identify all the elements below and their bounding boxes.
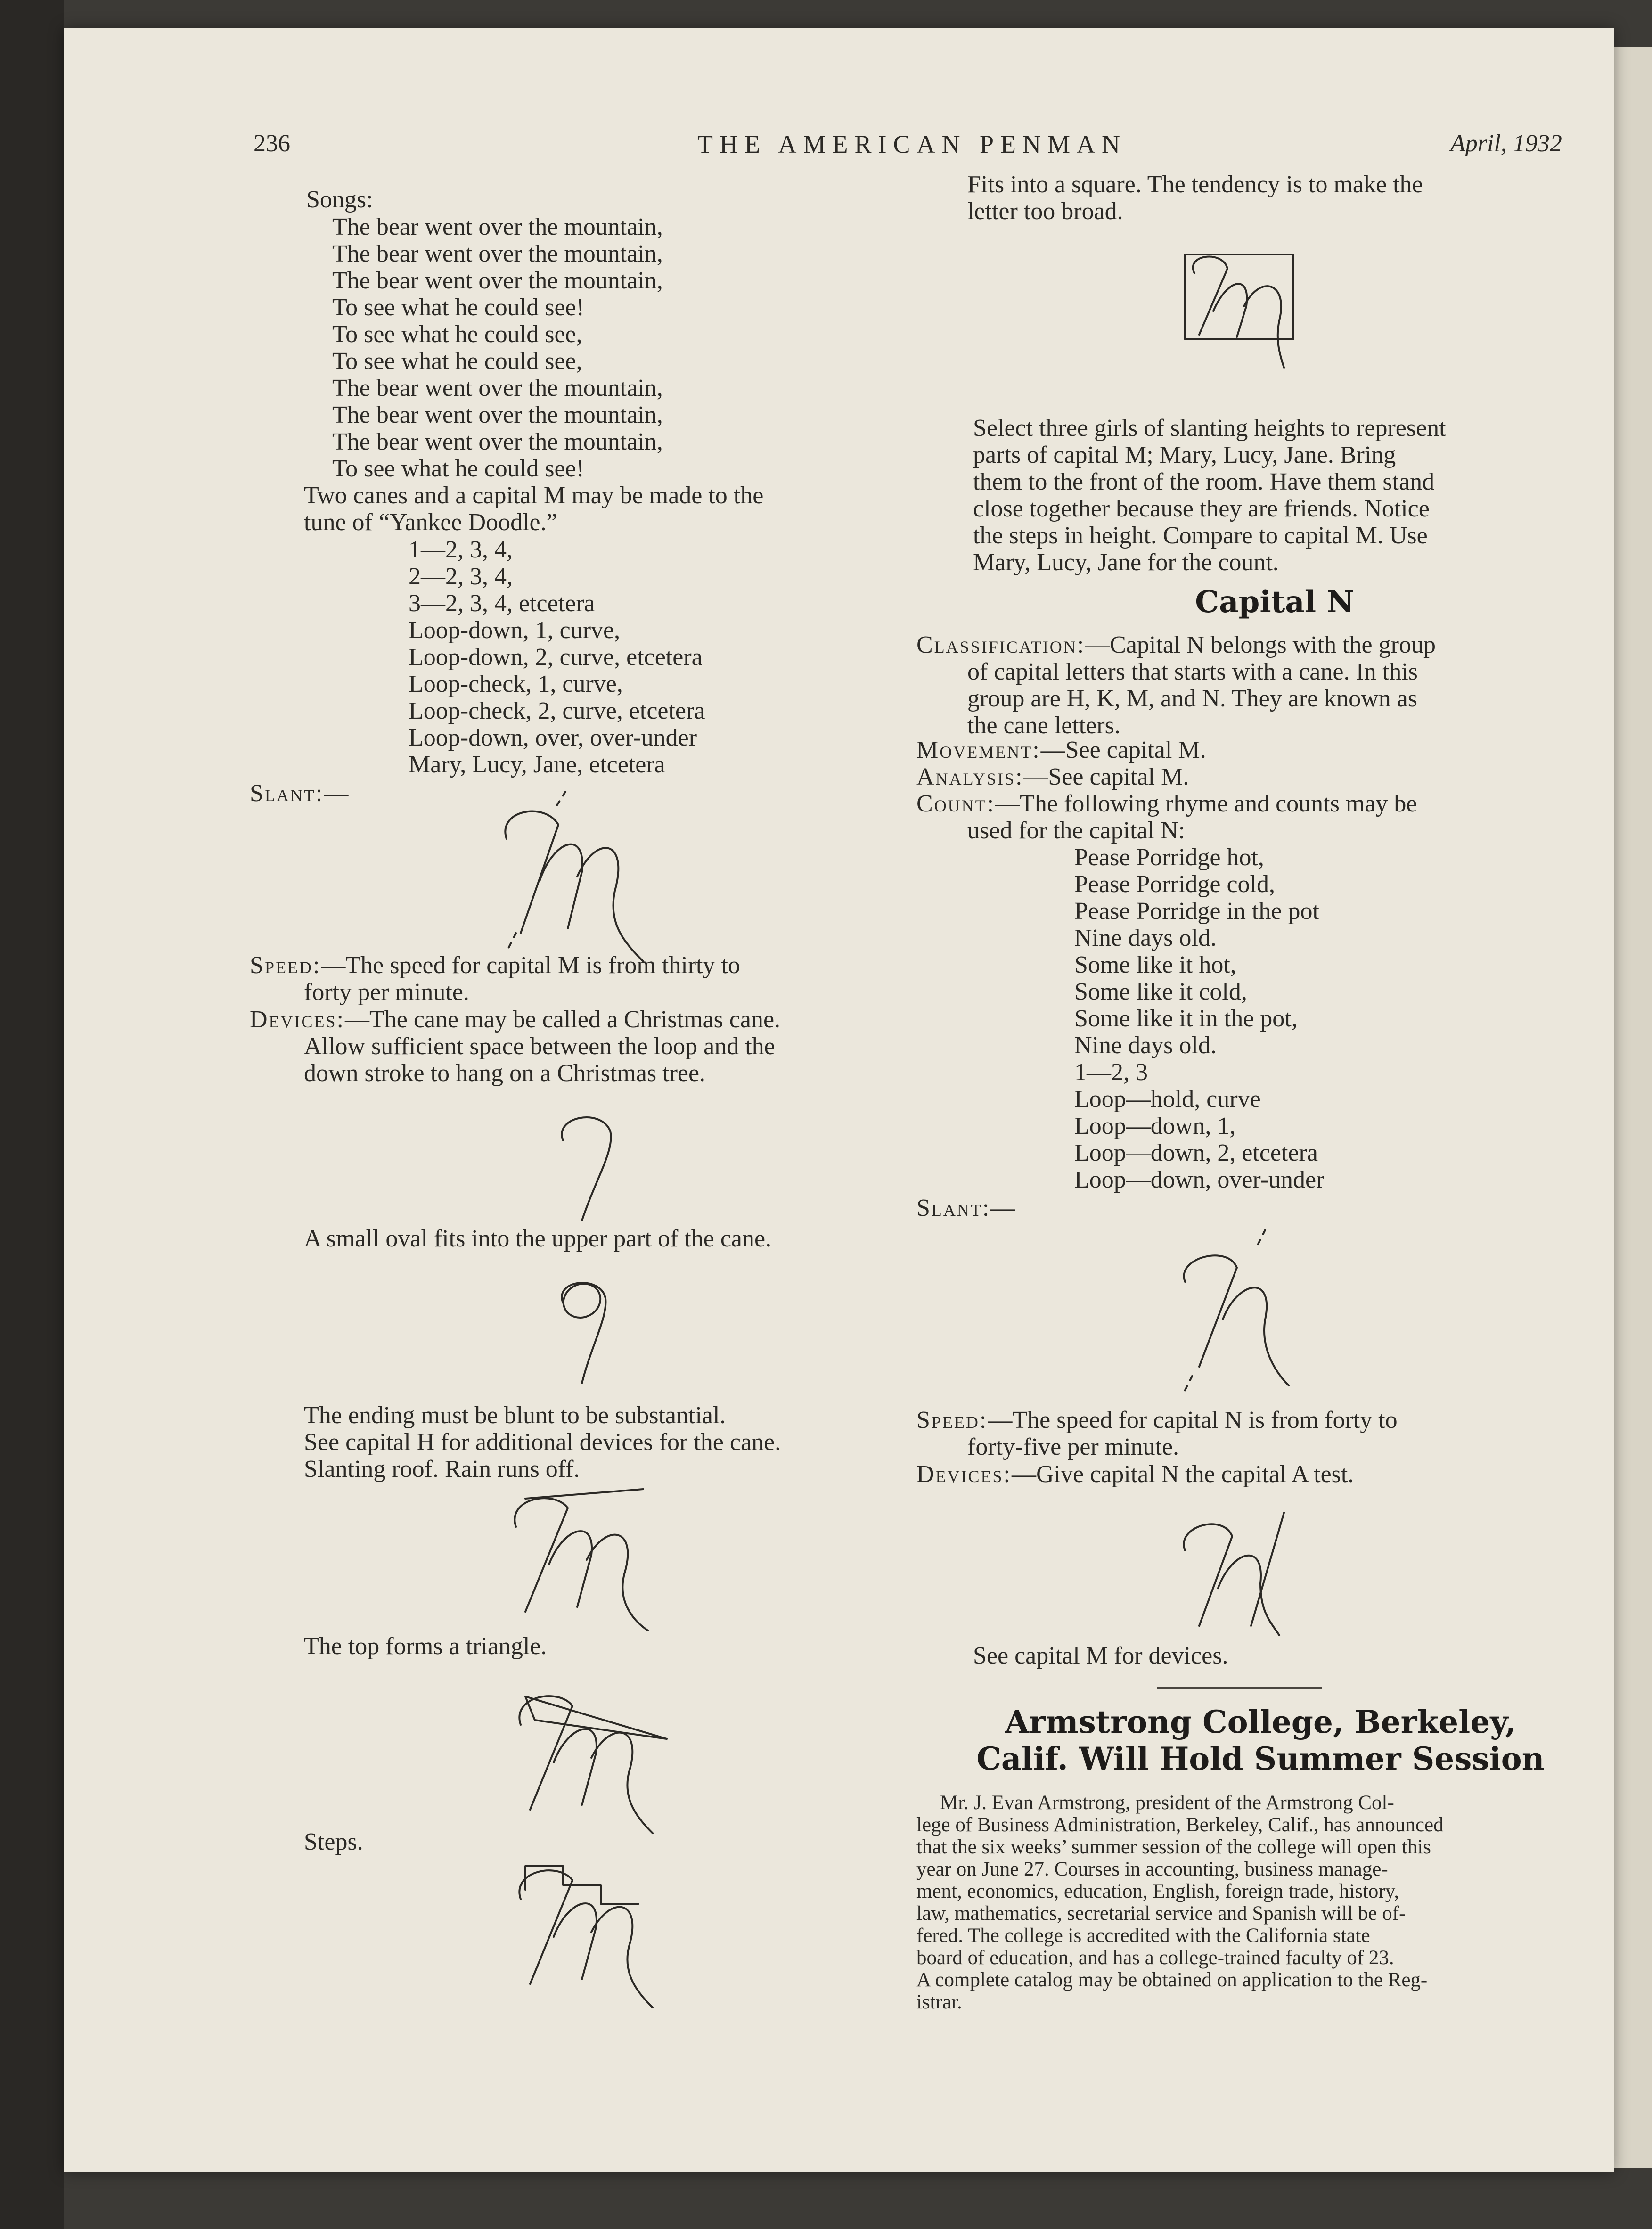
ending-line: See capital H for additional devices for the cane.: [304, 1429, 781, 1456]
steps-text: Steps.: [304, 1828, 363, 1855]
m-in-square-illustration: [1166, 245, 1317, 396]
article-line: fered. The college is accredited with the California state: [916, 1925, 1370, 1947]
article-line: lege of Business Administration, Berkeley, Calif., has announced: [916, 1814, 1444, 1836]
analysis-label: Analysis:: [916, 763, 1024, 790]
girls-line: the steps in height. Compare to capital M. Use: [973, 522, 1428, 549]
article-title-line: Calif. Will Hold Summer Session: [976, 1740, 1545, 1777]
girls-line: Select three girls of slanting heights to represent: [973, 415, 1446, 442]
songs-label: Songs:: [306, 186, 373, 213]
cane-with-oval-illustration: [530, 1265, 643, 1397]
count-line: Loop-down, 1, curve,: [409, 617, 621, 644]
rhyme-line: Loop—hold, curve: [1074, 1086, 1261, 1113]
girls-line: parts of capital M; Mary, Lucy, Jane. Bring: [973, 442, 1396, 468]
canes-intro-line: tune of “Yankee Doodle.”: [304, 509, 557, 536]
count-line: 1—2, 3, 4,: [409, 536, 513, 563]
rhyme-line: Pease Porridge in the pot: [1074, 898, 1319, 925]
canes-intro-line: Two canes and a capital M may be made to the: [304, 482, 764, 509]
left-devices: [250, 1006, 780, 1087]
song-line: The bear went over the mountain,: [332, 213, 663, 240]
girls-line: Mary, Lucy, Jane for the count.: [973, 549, 1279, 576]
count-text: —The following rhyme and counts may be: [995, 790, 1417, 817]
right-devices-label: Devices:: [916, 1461, 1012, 1488]
capital-n-heading: Capital N: [1195, 584, 1354, 620]
right-speed-text: forty-five per minute.: [967, 1434, 1179, 1460]
song-line: To see what he could see,: [332, 348, 582, 375]
rhyme-line: Nine days old.: [1074, 1032, 1217, 1059]
triangle-top-m-illustration: [497, 1668, 704, 1838]
article-title: [907, 1704, 1614, 1777]
devices-label: Devices:: [250, 1006, 345, 1033]
article-body: [916, 1792, 1444, 2013]
article-divider: [1157, 1687, 1322, 1689]
article-line: year on June 27. Courses in accounting, business manage-: [916, 1858, 1388, 1880]
classification: [916, 631, 1436, 739]
canes-intro: [304, 482, 763, 536]
girls-line: them to the front of the room. Have them stand: [973, 468, 1435, 495]
left-speed: [250, 952, 740, 1006]
square-line: letter too broad.: [967, 198, 1123, 225]
binding-gutter: [0, 0, 64, 2229]
song-line: The bear went over the mountain,: [332, 267, 663, 294]
rhyme-line: Loop—down, over-under: [1074, 1166, 1325, 1193]
article-line: Mr. J. Evan Armstrong, president of the Armstrong Col-: [940, 1792, 1394, 1814]
rhyme-line: Some like it in the pot,: [1074, 1005, 1298, 1032]
right-devices-text: —Give capital N the capital A test.: [1012, 1461, 1354, 1488]
song-line: The bear went over the mountain,: [332, 428, 663, 455]
next-page-edge: [1614, 47, 1652, 2168]
rhyme-line: Loop—down, 2, etcetera: [1074, 1139, 1318, 1166]
rhyme-lines: [1074, 844, 1324, 1193]
article-line: that the six weeks’ summer session of the college will open this: [916, 1836, 1431, 1858]
devices-text: down stroke to hang on a Christmas tree.: [304, 1060, 706, 1087]
song-line: The bear went over the mountain,: [332, 375, 663, 402]
classification-text: the cane letters.: [967, 712, 1120, 739]
song-line: To see what he could see,: [332, 321, 582, 348]
n-a-test-illustration: [1166, 1499, 1336, 1640]
analysis: [916, 763, 1189, 790]
article-line: board of education, and has a college-trained faculty of 23.: [916, 1947, 1394, 1969]
count-line: Loop-down, 2, curve, etcetera: [409, 644, 703, 671]
article-line: law, mathematics, secretarial service and Spanish will be of-: [916, 1902, 1406, 1925]
analysis-text: —See capital M.: [1023, 763, 1189, 790]
count-line: Loop-check, 2, curve, etcetera: [409, 697, 705, 724]
count-line: 3—2, 3, 4, etcetera: [409, 590, 595, 617]
article-line: istrar.: [916, 1991, 962, 2013]
count-lines: [409, 536, 705, 778]
rhyme-line: Some like it cold,: [1074, 978, 1247, 1005]
girls-line: close together because they are friends. Notice: [973, 495, 1430, 522]
rhyme-line: Some like it hot,: [1074, 951, 1236, 978]
square-line: Fits into a square. The tendency is to make the: [967, 171, 1423, 198]
article-line: ment, economics, education, English, foreign trade, history,: [916, 1880, 1399, 1902]
running-title: THE AMERICAN PENMAN: [697, 130, 1127, 158]
song-lyrics: [332, 213, 663, 482]
triangle-text: The top forms a triangle.: [304, 1633, 547, 1660]
article-line: A complete catalog may be obtained on application to the Reg-: [916, 1969, 1428, 1991]
count-line: Loop-down, over, over-under: [409, 724, 697, 751]
classification-text: group are H, K, M, and N. They are known as: [967, 685, 1418, 712]
movement: [916, 737, 1206, 763]
speed-text: forty per minute.: [304, 979, 469, 1006]
see-m-text: See capital M for devices.: [973, 1642, 1228, 1669]
devices-text: Allow sufficient space between the loop and the: [304, 1033, 775, 1060]
count-text: used for the capital N:: [967, 817, 1186, 844]
rhyme-line: Pease Porridge hot,: [1074, 844, 1264, 871]
right-speed: [916, 1407, 1398, 1460]
rhyme-line: Pease Porridge cold,: [1074, 871, 1276, 898]
slanting-roof-m-illustration: [497, 1470, 695, 1631]
song-line: The bear went over the mountain,: [332, 240, 663, 267]
count: [916, 790, 1417, 844]
ending-line: Slanting roof. Rain runs off.: [304, 1456, 580, 1483]
steps-m-illustration: [497, 1838, 704, 2017]
right-speed-text: —The speed for capital N is from forty to: [988, 1407, 1398, 1434]
slant-m-illustration: [488, 782, 686, 980]
christmas-cane-illustration: [535, 1103, 648, 1235]
speed-text: —The speed for capital M is from thirty to: [321, 952, 740, 979]
page-number: 236: [254, 130, 290, 157]
song-line: To see what he could see!: [332, 294, 584, 321]
song-line: The bear went over the mountain,: [332, 402, 663, 428]
article-title-line: Armstrong College, Berkeley,: [1005, 1704, 1516, 1740]
oval-text: A small oval fits into the upper part of the cane.: [304, 1225, 772, 1252]
square-lines: [967, 171, 1423, 225]
count-line: 2—2, 3, 4,: [409, 563, 513, 590]
movement-text: —See capital M.: [1040, 737, 1206, 763]
right-devices: [916, 1461, 1354, 1488]
slant-label: Slant:—: [250, 780, 350, 807]
classification-text: of capital letters that starts with a cane. In this: [967, 658, 1418, 685]
rhyme-line: Loop—down, 1,: [1074, 1113, 1236, 1139]
classification-text: —Capital N belongs with the group: [1085, 631, 1436, 658]
speed-label: Speed:: [250, 952, 321, 979]
girls-lines: [973, 415, 1446, 576]
journal-page: [64, 28, 1614, 2172]
ending-line: The ending must be blunt to be substantial.: [304, 1402, 726, 1429]
issue-date: April, 1932: [1450, 130, 1562, 157]
count-line: Loop-check, 1, curve,: [409, 671, 623, 697]
classification-label: Classification:: [916, 631, 1086, 658]
slant-n-illustration: [1166, 1225, 1345, 1404]
song-line: To see what he could see!: [332, 455, 584, 482]
rhyme-line: 1—2, 3: [1074, 1059, 1148, 1086]
right-speed-label: Speed:: [916, 1407, 988, 1434]
right-slant-label: Slant:—: [916, 1195, 1017, 1221]
devices-text: —The cane may be called a Christmas cane.: [345, 1006, 781, 1033]
count-label: Count:: [916, 790, 996, 817]
movement-label: Movement:: [916, 737, 1041, 763]
count-line: Mary, Lucy, Jane, etcetera: [409, 751, 665, 778]
rhyme-line: Nine days old.: [1074, 925, 1217, 951]
